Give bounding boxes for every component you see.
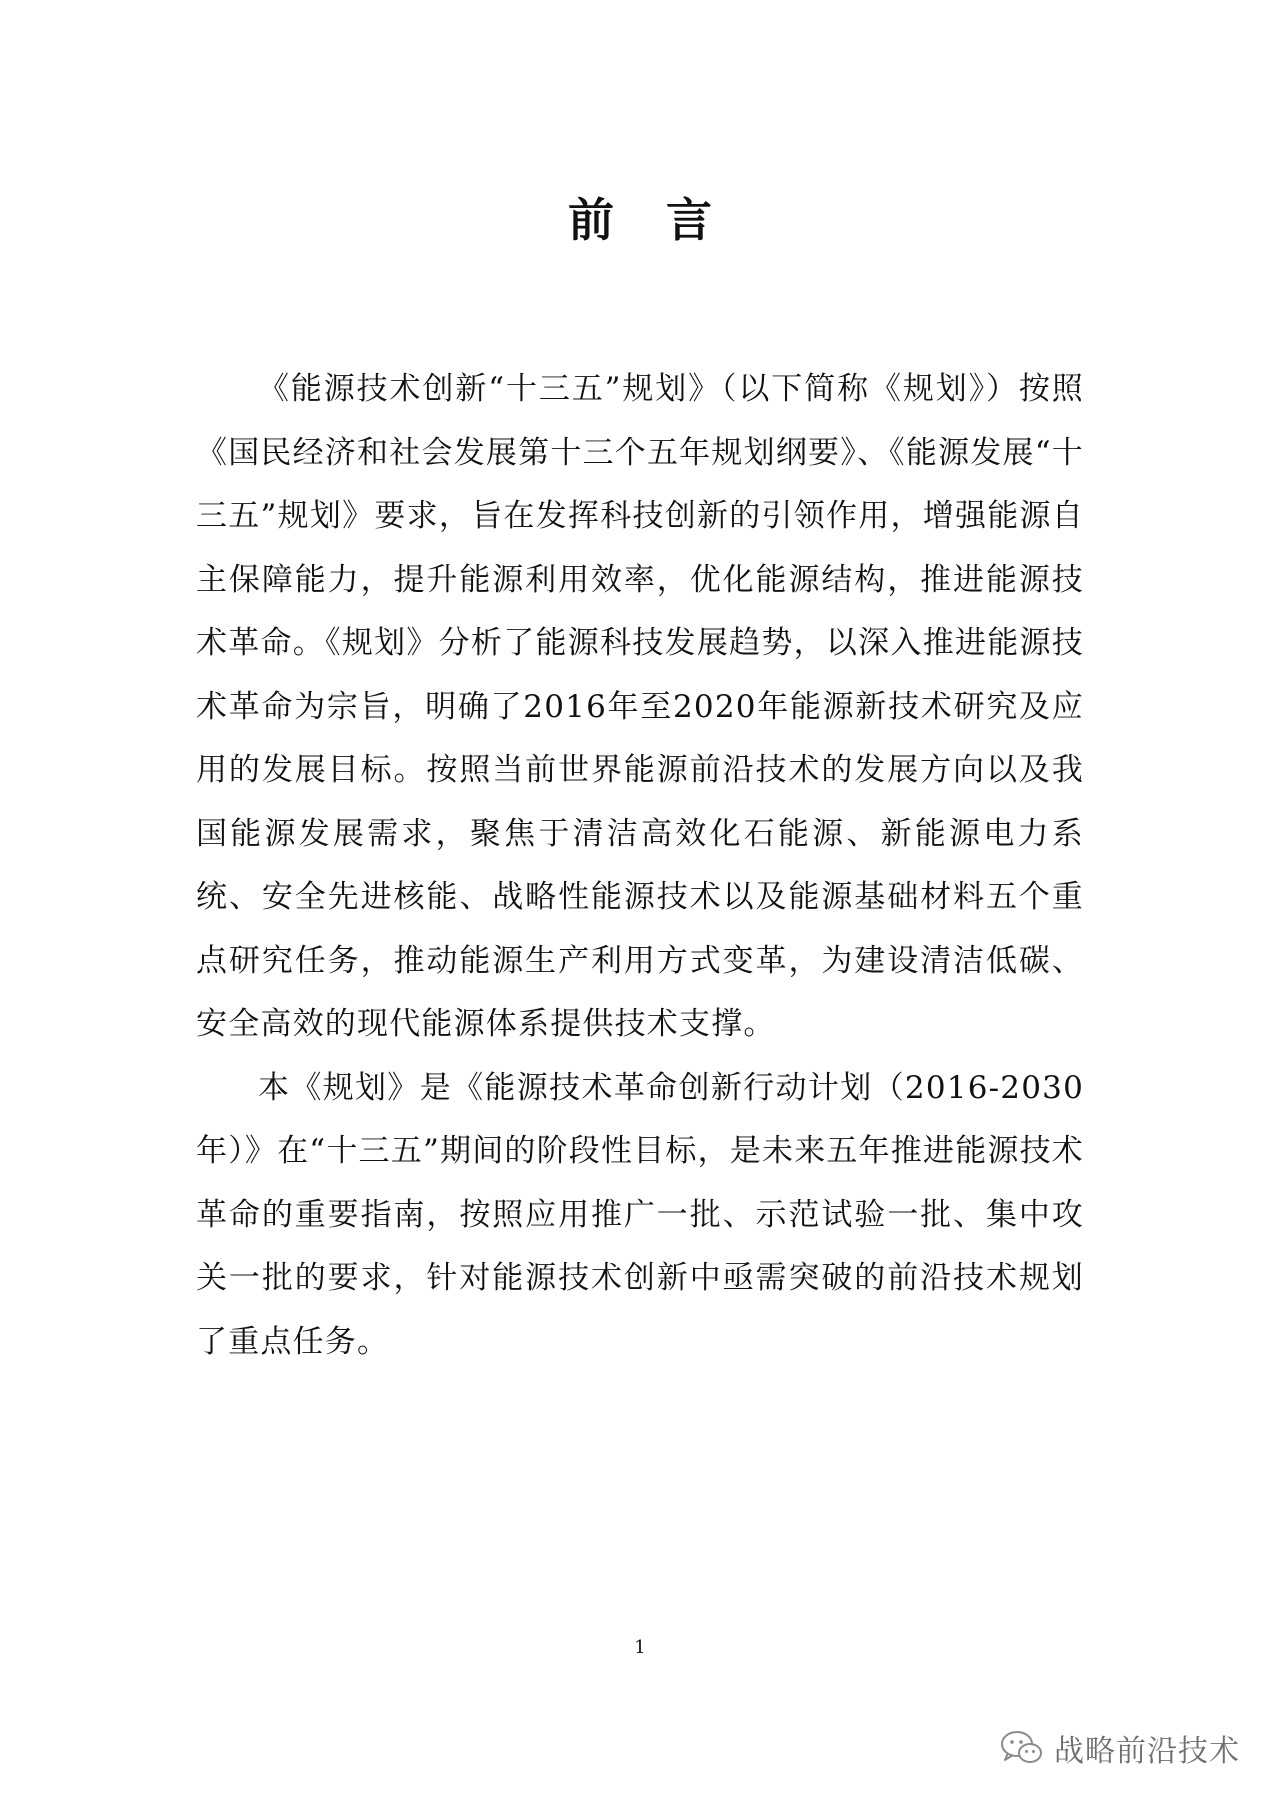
body-text [196, 358, 1084, 1374]
paragraph-2: 本《规划》是《能源技术革命创新行动计划（2016-2030年）》在“十三五”期间的阶段性目标，是未来五年推进能源技术革命的重要指南，按照应用推广一批、示范试验一批、集中攻关一批的要求，针对能源技术创新中亟需突破的前沿技术规划了重点任务。 [196, 1069, 1084, 1360]
paragraph-1: 《能源技术创新“十三五”规划》（以下简称《规划》）按照《国民经济和社会发展第十三个五年规划纲要》、《能源发展“十三五”规划》要求，旨在发挥科技创新的引领作用，增强能源自主保障能力，提升能源利用效率，优化能源结构，推进能源技术革命。《规划》分析了能源科技发展趋势，以深入推进能源技术革命为宗旨，明确了2016年至2020年能源新技术研究及应用的发展目标。按照当前世界能源前沿技术的发展方向以及我国能源发展需求，聚焦于清洁高效化石能源、新能源电力系统、安全先进核能、战略性能源技术以及能源基础材料五个重点研究任务，推动能源生产利用方式变革，为建设清洁低碳、安全高效的现代能源体系提供技术支撑。 [196, 371, 1084, 1042]
watermark-text: 战略前沿技术 [1054, 1734, 1240, 1769]
watermark [1000, 1726, 1240, 1770]
page-title: 前言 [568, 193, 764, 247]
page-number: 1 [634, 1637, 646, 1658]
wechat-icon [1000, 1729, 1044, 1767]
